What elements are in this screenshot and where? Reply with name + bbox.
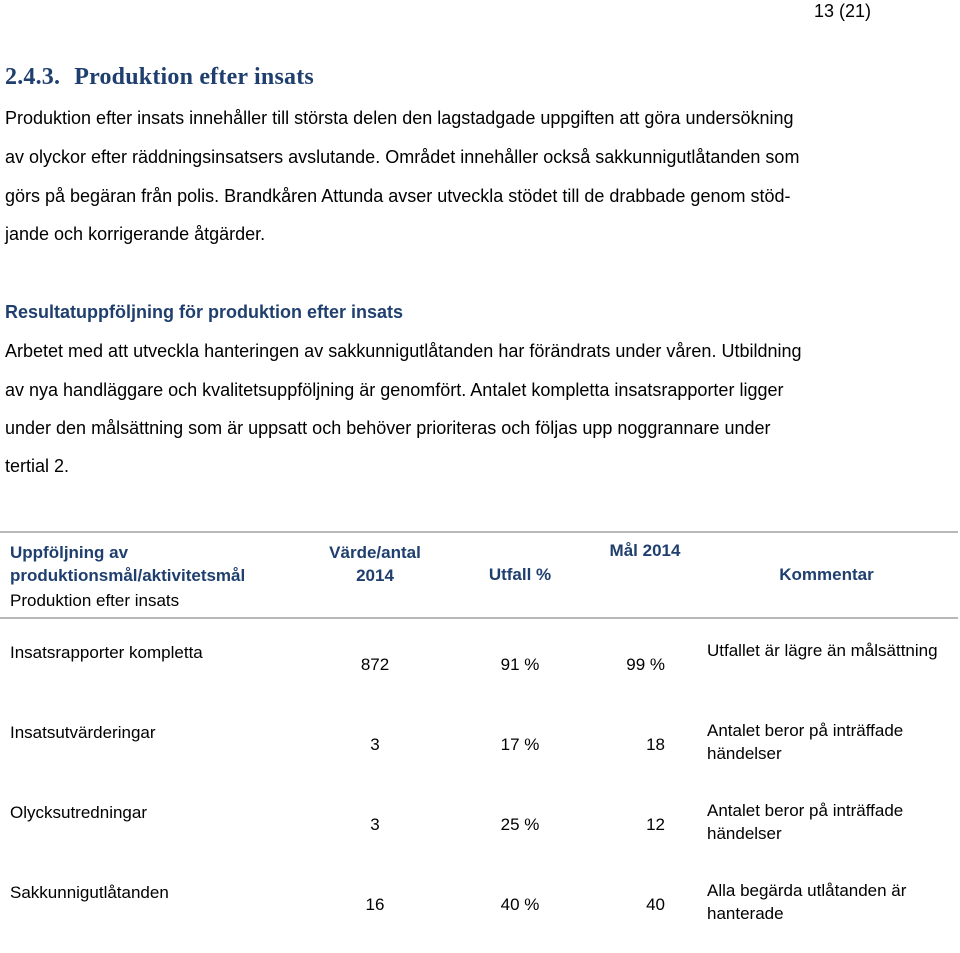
row-name: Insatsrapporter kompletta — [10, 643, 203, 662]
row-name: Sakkunnigutlåtanden — [10, 883, 169, 902]
table-row — [0, 713, 958, 793]
results-line: under den målsättning som är uppsatt och behöver prioriteras och följas upp noggrannare under — [5, 418, 771, 438]
row-value: 872 — [360, 655, 390, 674]
intro-line: görs på begäran från polis. Brandkåren Attunda avser utveckla stödet till de drabbade genom stöd- — [5, 186, 791, 206]
header-goal-column — [0, 532, 305, 618]
section-heading — [5, 64, 314, 91]
row-name: Olycksutredningar — [10, 803, 148, 822]
header-target-label: Mål 2014 — [609, 541, 681, 560]
intro-line: jande och korrigerande åtgärder. — [5, 224, 266, 244]
section-title: Produktion efter insats — [74, 64, 314, 90]
spacer-cell — [0, 618, 958, 633]
follow-up-table — [0, 531, 958, 953]
row-value: 3 — [370, 735, 380, 754]
row-outcome: 25 % — [500, 815, 540, 834]
results-line: tertial 2. — [5, 456, 70, 476]
row-outcome: 17 % — [500, 735, 540, 754]
table-row — [0, 633, 958, 713]
row-comment: Antalet beror på inträffade händelser — [707, 801, 904, 843]
intro-line: Produktion efter insats innehåller till största delen den lagstadgade uppgiften att göra undersökning — [5, 108, 794, 128]
row-outcome: 91 % — [500, 655, 540, 674]
table-row — [0, 793, 958, 873]
header-goal-label: Uppföljning av produktionsmål/aktivitetsmål — [10, 543, 246, 585]
row-name: Insatsutvärderingar — [10, 723, 156, 742]
row-goal: 12 — [646, 815, 665, 834]
table-header-row — [0, 532, 958, 618]
table-spacer — [0, 618, 958, 633]
table-row — [0, 873, 958, 953]
row-comment: Antalet beror på inträffade händelser — [707, 721, 904, 763]
header-outcome-label: Utfall % — [488, 565, 552, 584]
row-comment: Alla begärda utlåtanden är hanterade — [707, 881, 907, 923]
header-value-label: Värde/antal 2014 — [329, 543, 421, 585]
row-value: 16 — [365, 895, 385, 914]
row-value: 3 — [370, 815, 380, 834]
results-line: Arbetet med att utveckla hanteringen av sakkunnigutlåtanden har förändrats under våren. Utbildning — [5, 341, 802, 361]
row-goal: 18 — [646, 735, 665, 754]
header-value-column — [305, 532, 445, 618]
header-comment-column — [695, 532, 958, 618]
intro-line: av olyckor efter räddningsinsatsers avslutande. Området innehåller också sakkunnigutlåtanden som — [5, 147, 800, 167]
header-comment-label: Kommentar — [779, 565, 874, 584]
row-goal: 99 % — [626, 655, 665, 674]
section-number: 2.4.3. — [5, 64, 61, 90]
header-target-column — [595, 532, 695, 618]
header-area-label: Produktion efter insats — [10, 591, 180, 610]
row-comment: Utfallet är lägre än målsättning — [707, 641, 938, 660]
results-line: av nya handläggare och kvalitetsuppföljning är genomfört. Antalet kompletta insatsrapporter ligger — [5, 380, 784, 400]
header-outcome-column — [445, 532, 595, 618]
row-goal: 40 — [646, 895, 665, 914]
results-heading: Resultatuppföljning för produktion efter insats — [5, 302, 403, 322]
row-outcome: 40 % — [500, 895, 540, 914]
page-number: 13 (21) — [814, 1, 872, 21]
